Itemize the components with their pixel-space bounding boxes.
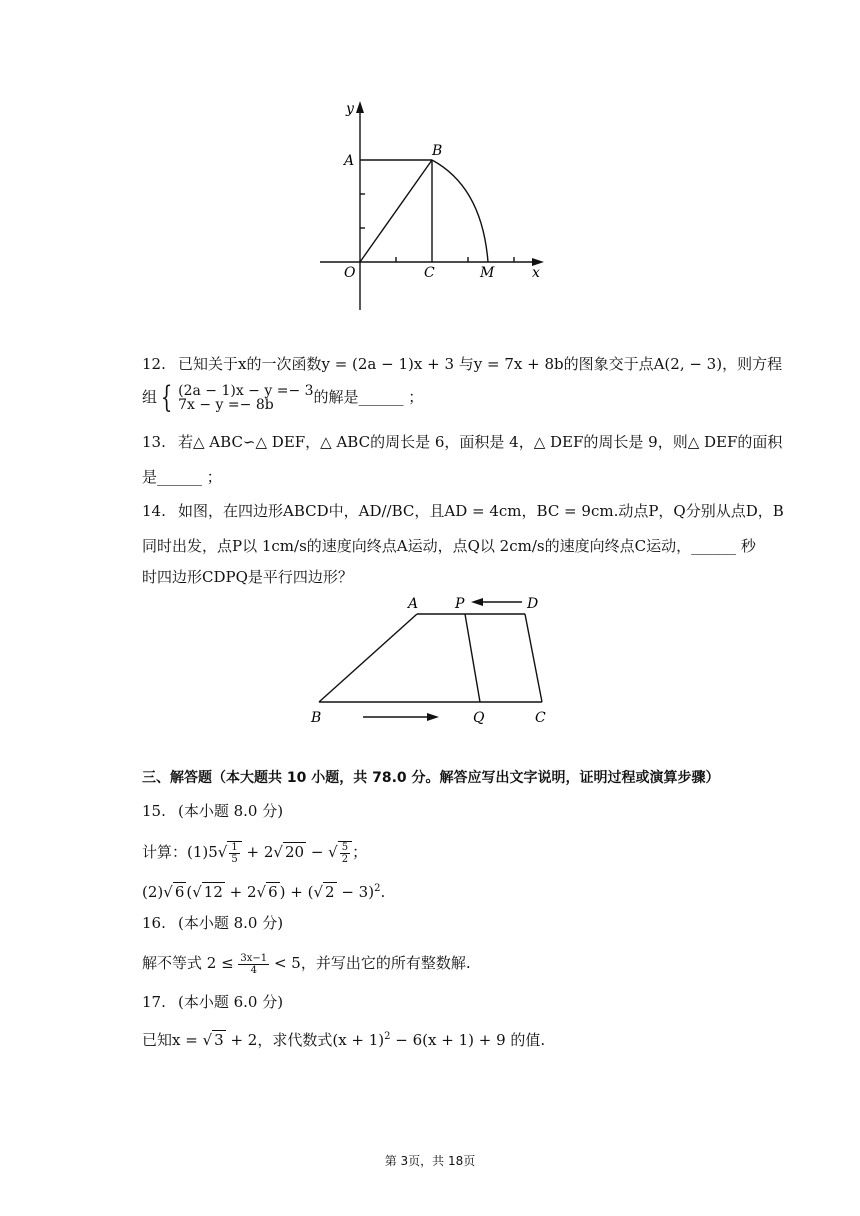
fig1-label-m: M [480,265,495,281]
q17-points: (本小题 6.0 分) [178,993,284,1011]
q15-sqrt-sign-3: √ [328,843,338,861]
q13-line2 [142,466,752,488]
q15-sqrt-20: 20 [284,843,305,861]
q15-header [142,800,752,822]
q12-eq1: (2a − 1)x − y =− 3 [178,383,314,399]
fig2-label-p: P [455,596,465,612]
q16-number: 16. [142,914,166,932]
q15-part1-mid: + 2 [241,843,274,861]
fig1-label-c: C [424,265,435,281]
q14-line3 [142,566,752,588]
q14-text-line2: 同时出发，点P以 1cm/s的速度向终点A运动，点Q以 2cm/s的速度向终点C运动，______ 秒 [142,537,756,555]
q15-p2-f: 6 [268,883,278,901]
q15-sqrt-sign-1: √ [217,843,228,861]
q12-equation-system [178,384,313,412]
figure-coordinate-arc [310,95,550,315]
q17-t-e: − 6(x + 1) + 9 的值. [390,1031,546,1049]
q14-line2 [142,535,756,557]
q15-number: 15. [142,802,166,820]
q13-text-line2: 是______ ； [142,468,222,486]
q15-p2-b: 6 [174,883,185,901]
q15-minus: − [306,843,329,861]
q15-p2-k: . [380,883,386,901]
fig1-label-b: B [432,143,443,159]
q17-t-c: + 2，求代数式(x + 1) [225,1031,385,1049]
q15-part1-prefix: 计算：(1)5 [142,843,218,861]
q15-part2: (2)√ 6 (√ 12 + 2√ 6 ) + (√ 2 − 3)$^2$. [142,883,386,901]
q17-t-b: 3 [214,1031,224,1049]
q15-p2-h: 2 [325,883,335,901]
q12-prefix: 组 [142,388,158,406]
q16-text [142,952,752,976]
q17-text: 已知x = √ 3 + 2，求代数式$(x + 1)^2 - 6(x + 1) + 9$ 的值. [142,1031,546,1049]
q14-number: 14. [142,502,166,520]
q17-t-a: 已知x = [142,1031,203,1049]
q12-suffix: 的解是______ ； [313,388,424,406]
q15-frac2-den: 2 [341,854,349,865]
fig1-label-o: O [344,265,356,281]
q14-line1 [142,500,784,522]
q15-p2-g: ) + ( [279,883,314,901]
q15-frac1-num: 1 [231,842,238,853]
q16-text-pre: 解不等式 2 ≤ [142,954,239,972]
q12-brace: { [160,380,173,415]
q13-text-line1: 若△ ABC∽△ DEF，△ ABC的周长是 6，面积是 4，△ DEF的周长是 9，则△ DEF的面积 [178,433,783,451]
q15-part1-end: ； [352,843,368,861]
q15-part1 [142,841,752,865]
q17-t-d: 2 [384,1031,391,1042]
fig1-label-a: A [344,153,355,169]
fig1-label-y: y [346,101,354,117]
fig2-label-a: A [408,596,419,612]
q13-line1 [142,431,783,453]
q13-number: 13. [142,433,166,451]
q16-text-post: < 5，并写出它的所有整数解. [269,954,471,972]
q15-p2-e: + 2 [224,883,257,901]
q15-p2-a: (2) [142,883,164,901]
q12-line2 [142,380,752,415]
section-header-3: 三、解答题（本大题共 10 小题，共 78.0 分。解答应写出文字说明，证明过程或演算步骤） [142,770,720,786]
q12-text-line1: 已知关于x的一次函数y = (2a − 1)x + 3 与y = 7x + 8b的图象交于点A(2, − 3)，则方程 [178,355,783,373]
q15-p2-d: 12 [203,883,223,901]
page-footer: 第 3页，共 18页 [384,1154,476,1168]
q17-header [142,991,752,1013]
q14-text-line1: 如图，在四边形ABCD中，AD//BC，且AD = 4cm，BC = 9cm.动点P，Q分别从点D，B [178,502,784,520]
fig2-label-d: D [527,596,539,612]
figure-trapezoid [305,592,565,728]
q15-frac2-num: 5 [341,842,349,853]
q12-line1 [142,353,783,375]
fig2-label-q: Q [473,710,485,726]
fig2-label-c: C [535,710,546,726]
q15-frac2 [338,841,352,865]
q16-frac-den: 4 [250,964,257,976]
q16-header [142,912,752,934]
q16-frac [238,953,269,976]
q12-number: 12. [142,355,166,373]
fig1-label-x: x [532,265,540,281]
q15-sqrt-sign-2: √ [273,843,283,861]
q15-points: (本小题 8.0 分) [178,802,284,820]
q17-number: 17. [142,993,166,1011]
q16-frac-num: 3x−1 [240,952,268,964]
q15-p2-j: 2 [374,883,381,894]
q15-frac1 [227,841,241,865]
q15-frac1-den: 5 [231,854,238,865]
q14-text-line3: 时四边形CDPQ是平行四边形？ [142,568,353,586]
fig2-label-b: B [311,710,322,726]
q16-points: (本小题 8.0 分) [178,914,284,932]
q15-p2-i: − 3) [336,883,375,901]
q15-p2-c: ( [186,883,193,901]
q12-eq2: 7x − y =− 8b [178,397,274,413]
